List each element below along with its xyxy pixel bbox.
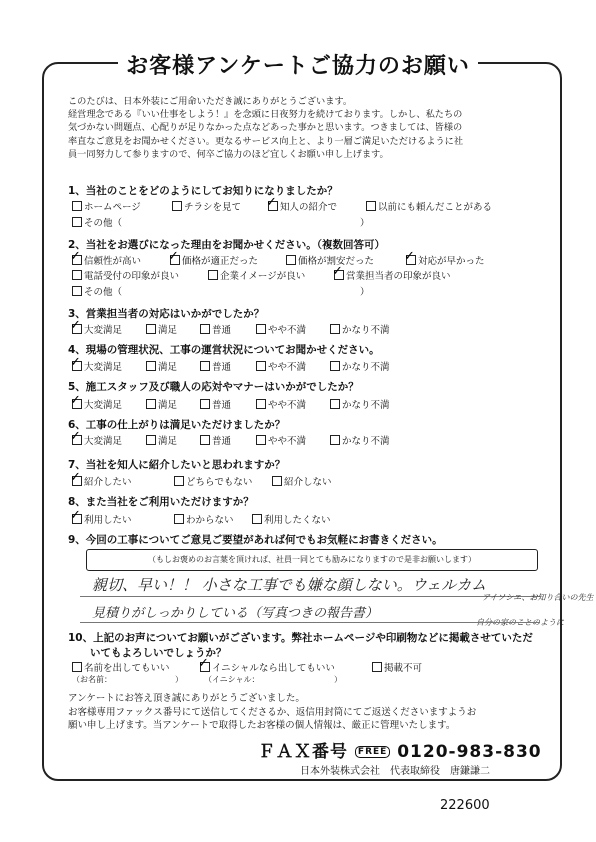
q3-dissatisfied[interactable]: やや不満 xyxy=(256,322,306,336)
q9-handwritten-line1: 親切、早い！！ 小さな工事でも嫌な顔しない。ウェルカム xyxy=(92,576,487,594)
q10-option-full-name[interactable]: 名前を出してもいい xyxy=(72,660,170,674)
q5-dissatisfied[interactable]: やや不満 xyxy=(256,397,306,411)
q9-handwritten-line2: 見積りがしっかりしている（写真つきの報告書） xyxy=(92,606,379,621)
q4-scale xyxy=(72,359,532,373)
checkbox-checked-icon xyxy=(334,270,344,280)
checkbox-icon xyxy=(330,399,340,409)
q3-very-satisfied[interactable]: ✓大変満足 xyxy=(72,322,122,336)
checkbox-icon xyxy=(72,201,82,211)
checkbox-icon xyxy=(146,435,156,445)
q9-note: （もしお褒めのお言葉を頂ければ、社員一同とても励みになりますので是非お願いします） xyxy=(86,549,538,571)
q6-scale xyxy=(72,433,532,447)
checkbox-checked-icon xyxy=(406,255,416,265)
q1-option-homepage[interactable]: ホームページ xyxy=(72,199,141,213)
q1-options xyxy=(72,199,532,213)
q7-option-yes[interactable]: ✓紹介したい xyxy=(72,474,132,488)
question-7: 7、当社を知人に紹介したいと思われますか？ xyxy=(68,459,286,471)
company-signature: 日本外装株式会社 代表取締役 唐鎌謙二 xyxy=(300,766,490,777)
checkbox-icon xyxy=(272,476,282,486)
document-code: 222600 xyxy=(440,798,490,813)
checkbox-icon xyxy=(200,324,210,334)
q3-neutral[interactable]: 普通 xyxy=(200,322,231,336)
checkbox-checked-icon xyxy=(72,255,82,265)
checkbox-checked-icon xyxy=(72,514,82,524)
checkbox-checked-icon xyxy=(72,399,82,409)
checkbox-icon xyxy=(330,361,340,371)
closing-text: アンケートにお答え頂き誠にありがとうございました。 お客様専用ファックス番号にて送信してくださるか、返信用封筒にてご返送くださいますようお 願い申し上げます。当アンケートで取得したお客様の個人情報は、厳正に管理いたします。 xyxy=(68,693,477,731)
checkbox-checked-icon xyxy=(72,324,82,334)
q6-dissatisfied[interactable]: やや不満 xyxy=(256,433,306,447)
q6-neutral[interactable]: 普通 xyxy=(200,433,231,447)
question-2: 2、当社をお選びになった理由をお聞かせください。（複数回答可） xyxy=(68,239,386,251)
q5-very-dissatisfied[interactable]: かなり不満 xyxy=(330,397,390,411)
checkbox-checked-icon xyxy=(72,435,82,445)
page-title: お客様アンケートご協力のお願い xyxy=(0,49,596,80)
question-6: 6、工事の仕上がりは満足いただけましたか？ xyxy=(68,419,286,431)
checkbox-icon xyxy=(256,361,266,371)
q8-option-no[interactable]: 利用したくない xyxy=(252,512,331,526)
q3-scale xyxy=(72,322,532,336)
checkbox-icon xyxy=(200,399,210,409)
checkbox-icon xyxy=(256,435,266,445)
q6-very-dissatisfied[interactable]: かなり不満 xyxy=(330,433,390,447)
checkbox-checked-icon xyxy=(170,255,180,265)
q2-option-fair-price[interactable]: ✓ 価格が適正だった xyxy=(170,253,258,267)
checkbox-checked-icon xyxy=(72,476,82,486)
checkbox-icon xyxy=(252,514,262,524)
q4-dissatisfied[interactable]: やや不満 xyxy=(256,359,306,373)
checkbox-icon xyxy=(172,201,182,211)
q4-very-dissatisfied[interactable]: かなり不満 xyxy=(330,359,390,373)
q8-option-unsure[interactable]: わからない xyxy=(174,512,234,526)
fax-number: ＦＡＸ番号 FREE 0120-983-830 xyxy=(258,742,542,762)
checkbox-checked-icon xyxy=(72,361,82,371)
q2-option-image[interactable]: 企業イメージが良い xyxy=(208,268,305,282)
q4-very-satisfied[interactable]: ✓大変満足 xyxy=(72,359,122,373)
q3-satisfied[interactable]: 満足 xyxy=(146,322,177,336)
checkbox-icon xyxy=(256,324,266,334)
q10-initial-field[interactable]: （イニシャル： xyxy=(204,675,260,684)
q8-option-yes[interactable]: ✓利用したい xyxy=(72,512,132,526)
checkbox-checked-icon xyxy=(200,662,210,672)
question-3: 3、営業担当者の対応はいかがでしたか？ xyxy=(68,308,265,320)
q10-name-field[interactable]: （お名前： xyxy=(72,675,112,684)
q4-neutral[interactable]: 普通 xyxy=(200,359,231,373)
q5-very-satisfied[interactable]: ✓大変満足 xyxy=(72,397,122,411)
q4-satisfied[interactable]: 満足 xyxy=(146,359,177,373)
checkbox-icon xyxy=(200,435,210,445)
q5-satisfied[interactable]: 満足 xyxy=(146,397,177,411)
checkbox-icon xyxy=(366,201,376,211)
q10-option-no-publish[interactable]: 掲載不可 xyxy=(372,660,422,674)
checkbox-icon xyxy=(256,399,266,409)
question-9: 9、今回の工事についてご意見ご要望があれば何でもお気軽にお書きください。 xyxy=(68,534,443,546)
q7-option-no[interactable]: 紹介しない xyxy=(272,474,332,488)
q5-neutral[interactable]: 普通 xyxy=(200,397,231,411)
checkbox-icon xyxy=(208,270,218,280)
q2-option-phone[interactable]: 電話受付の印象が良い xyxy=(72,268,179,282)
checkbox-icon xyxy=(286,255,296,265)
question-8: 8、また当社をご利用いただけますか？ xyxy=(68,496,254,508)
checkbox-checked-icon xyxy=(268,201,278,211)
checkbox-icon xyxy=(72,286,82,296)
q9-handwritten-note: 自分の家のことのように xyxy=(476,618,564,627)
q9-handwritten-annotation: アイソシエ、お知り合いの先生 xyxy=(482,593,594,602)
question-4: 4、現場の管理状況、工事の運営状況についてお聞かせください。 xyxy=(68,344,380,356)
checkbox-icon xyxy=(146,361,156,371)
q1-option-referral[interactable]: ✓ 知人の紹介で xyxy=(268,199,337,213)
q5-scale xyxy=(72,397,532,411)
checkbox-icon xyxy=(330,435,340,445)
checkbox-icon xyxy=(72,217,82,227)
q10-option-initials[interactable]: ✓ イニシャルなら出してもいい xyxy=(200,660,335,674)
q1-option-flyer[interactable]: チラシを見て xyxy=(172,199,241,213)
intro-text: このたびは、日本外装にご用命いただき誠にありがとうございます。 経営理念である『いい仕事をしよう！』を念頭に日夜努力を続けております。しかし、私たちの 気づかない問題点、心配りが足りなかった点などあった事かと思います。つきましては、皆様の 率直なご意見をお聞かせください。更なるサービス向上と、より一層ご満足いただけるように社 員一同努力して参りますので、何卒ご協力のほど宜しくお願い申し上げます。 xyxy=(68,96,464,160)
question-10: 10、上記のお声についてお願いがございます。弊社ホームページや印刷物などに掲載させていただ いてもよろしいでしょうか？ xyxy=(68,632,533,659)
q2-other[interactable]: その他（ xyxy=(72,284,122,298)
q2-option-fast[interactable]: ✓ 対応が早かった xyxy=(406,253,485,267)
q6-satisfied[interactable]: 満足 xyxy=(146,433,177,447)
question-5: 5、施工スタッフ及び職人の応対やマナーはいかがでしたか？ xyxy=(68,381,359,393)
q2-option-sales-rep[interactable]: ✓ 営業担当者の印象が良い xyxy=(334,268,451,282)
checkbox-icon xyxy=(146,399,156,409)
q2-option-cheap[interactable]: 価格が割安だった xyxy=(286,253,374,267)
checkbox-icon xyxy=(72,662,82,672)
q6-very-satisfied[interactable]: ✓大変満足 xyxy=(72,433,122,447)
checkbox-icon xyxy=(146,324,156,334)
checkbox-icon xyxy=(330,324,340,334)
q3-very-dissatisfied[interactable]: かなり不満 xyxy=(330,322,390,336)
checkbox-icon xyxy=(200,361,210,371)
checkbox-icon xyxy=(372,662,382,672)
checkbox-icon xyxy=(174,476,184,486)
checkbox-icon xyxy=(174,514,184,524)
q1-other[interactable]: その他（ xyxy=(72,215,122,229)
q7-option-neutral[interactable]: どちらでもない xyxy=(174,474,252,488)
checkbox-icon xyxy=(72,270,82,280)
q1-option-previous[interactable]: 以前にも頼んだことがある xyxy=(366,199,492,213)
question-1: 1、当社のことをどのようにしてお知りになりましたか？ xyxy=(68,185,338,197)
freedial-icon: FREE xyxy=(355,746,390,758)
q2-option-reliable[interactable]: ✓信頼性が高い xyxy=(72,253,141,267)
